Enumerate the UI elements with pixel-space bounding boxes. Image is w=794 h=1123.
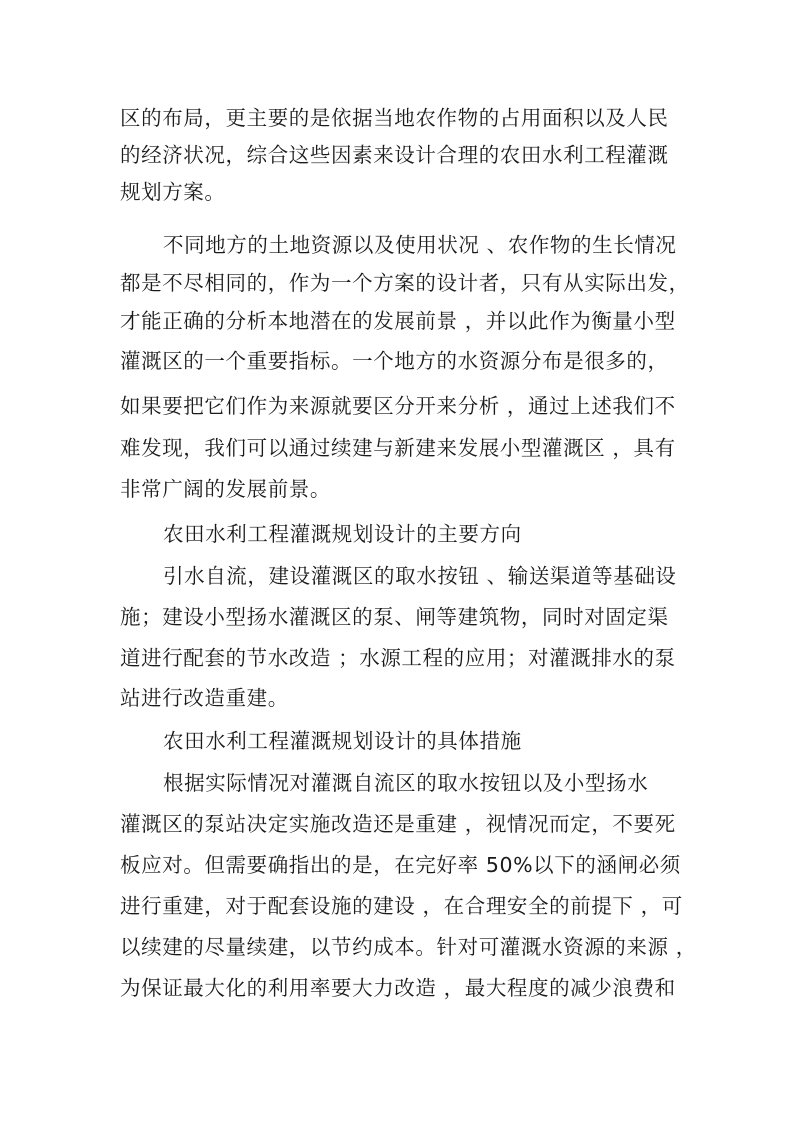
- text-line: 根据实际情况对灌溉自流区的取水按钮以及小型扬水: [163, 771, 649, 795]
- text-line: 灌溉区的一个重要指标。一个地方的水资源分布是很多的，: [120, 349, 669, 373]
- text-line: 道进行配套的节水改造 ；水源工程的应用；对灌溉排水的泵: [120, 646, 676, 670]
- text-line: 非常广阔的发展前景。: [120, 477, 331, 501]
- text-line: 板应对。但需要确指出的是，在完好率 50%以下的涵闸必须: [120, 853, 681, 877]
- text-line: 进行重建，对于配套设施的建设 ，在合理安全的前提下 ，可: [120, 894, 683, 918]
- text-line: 规划方案。: [120, 180, 226, 204]
- text-line: 站进行改造重建。: [120, 686, 289, 710]
- text-line: 区的布局，更主要的是依据当地农作物的占用面积以及人民: [120, 106, 669, 130]
- text-line: 的经济状况，综合这些因素来设计合理的农田水利工程灌溉: [120, 143, 669, 167]
- text-line: 难发现，我们可以通过续建与新建来发展小型灌溉区 ，具有: [120, 436, 676, 460]
- text-line: 才能正确的分析本地潜在的发展前景 ，并以此作为衡量小型: [120, 309, 676, 333]
- text-line: 如果要把它们作为来源就要区分开来分析 ，通过上述我们不: [120, 394, 676, 418]
- text-line: 灌溉区的泵站决定实施改造还是重建 ，视情况而定，不要死: [120, 812, 676, 836]
- section-heading: 农田水利工程灌溉规划设计的主要方向: [163, 522, 522, 546]
- text-line: 都是不尽相同的，作为一个方案的设计者，只有从实际出发，: [120, 271, 690, 295]
- text-line: 为保证最大化的利用率要大力改造 ，最大程度的减少浪费和: [120, 976, 676, 1000]
- text-line: 以续建的尽量续建，以节约成本。针对可灌溉水资源的来源 ，: [120, 935, 697, 959]
- text-line: 施；建设小型扬水灌溉区的泵、闸等建筑物，同时对固定渠: [120, 605, 669, 629]
- text-line: 不同地方的土地资源以及使用状况 、农作物的生长情况: [163, 233, 677, 257]
- section-heading: 农田水利工程灌溉规划设计的具体措施: [163, 729, 522, 753]
- text-line: 引水自流，建设灌溉区的取水按钮 、输送渠道等基础设: [163, 564, 677, 588]
